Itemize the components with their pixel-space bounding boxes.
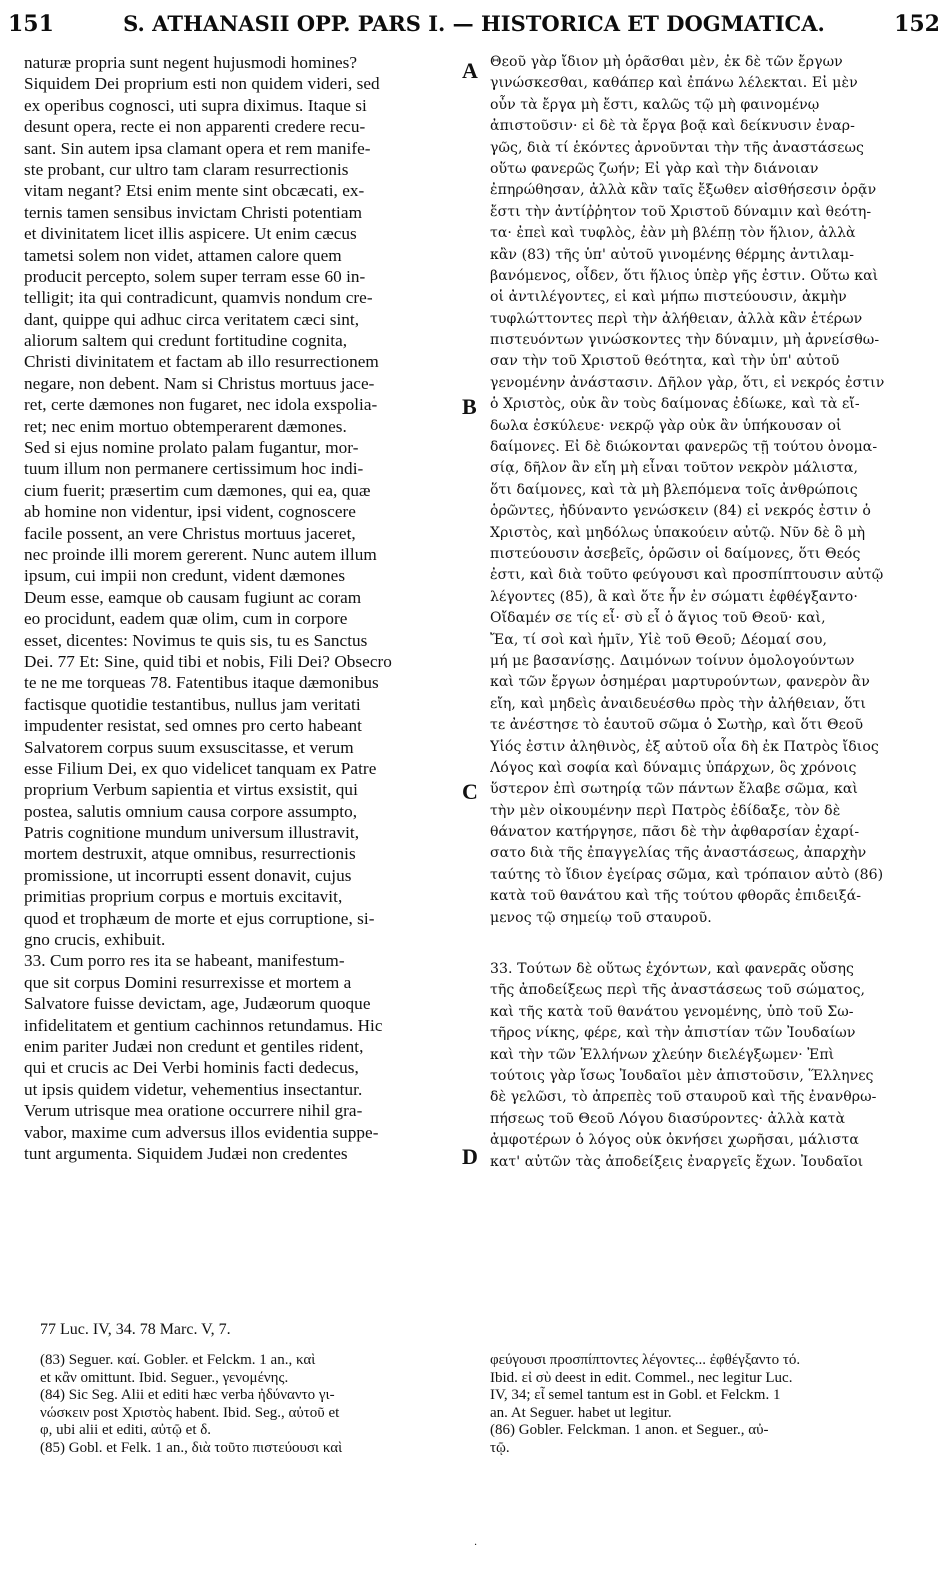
latin-line: infidelitatem et gentium cachinnos retundamus. Hic [24,1015,383,1035]
greek-line: οἱ ἀντιλέγοντες, εἰ καὶ μήπω πιστεύουσιν, ἀκμὴν [490,289,847,306]
page-number-right: 152 [894,11,940,37]
notes-left: νώσκειν post Χριστὸς habent. Ibid. Seg., αὐτοῦ et [40,1404,340,1421]
notes-left: φ, ubi alii et editi, αὐτῷ et δ. [40,1422,212,1439]
latin-line: ste probant, cur ultro tam claram resurrectionis [24,159,349,179]
page-number-left: 151 [8,11,54,37]
latin-line: Salvatorem corpus suum exsuscitasse, et verum [24,737,354,757]
greek-column [490,52,938,1173]
notes-right: τῷ. [490,1439,510,1456]
latin-line: facile possent, an vere Christus mortuus jaceret, [24,523,356,543]
latin-line: cium fuerit; præsertim cum dæmones, qui ea, quæ [24,480,371,500]
latin-line: primitias proprium corpus e mortuis excitavit, [24,887,343,907]
scripture-footnotes: 77 Luc. IV, 34. 78 Marc. V, 7. [40,1321,231,1338]
greek-line: οὖν τὰ ἔργα μὴ ἔστι, καλῶς τῷ μὴ φαινομένῳ [490,96,820,113]
greek-line: ἐπηρώθησαν, ἀλλὰ κἂν ταῖς ἔξωθεν αἰσθήσεσιν ὁρᾷν [490,182,877,199]
greek-line: ἐστι, καὶ διὰ τοῦτο φεύγουσι καὶ προσπίπτουσιν αὐτῷ [490,567,884,584]
greek-line: γινώσκεσθαι, καθάπερ καὶ ἐπάνω λέλεκται. Εἰ μὲν [490,75,858,92]
latin-line: ret, certe dæmones non fugaret, nec idola exspolia- [24,395,378,415]
greek-line: γενομένην ἀνάστασιν. Δῆλον γὰρ, ὅτι, εἰ νεκρός ἐστιν [490,374,885,391]
greek-line: καὶ τῆς κατὰ τοῦ θανάτου γενομένης, ὑπὸ τοῦ Σω- [490,1003,854,1020]
greek-line: κἂν (83) τῆς ὑπ' αὐτοῦ γινομένης θέρμης ἀντιλαμ- [490,246,855,263]
latin-line: producit percepto, solem super terram esse 60 in- [24,266,366,286]
latin-line: enim pariter Judæi non credunt et gentiles rident, [24,1036,364,1056]
margin-marker-b: B [462,394,477,419]
latin-line: que sit corpus Domini resurrexisse et mortem a [24,972,352,992]
latin-line: ex operibus cognosci, uti supra diximus. Itaque si [24,95,367,115]
margin-marker-a: A [462,58,478,83]
greek-line: ὕστερον ἐπὶ σωτηρίᾳ τῶν πάντων ἔλαβε σῶμα, καὶ [490,781,858,798]
greek-line: μή με βασανίσῃς. Δαιμόνων τοίνυν ὁμολογούντων [490,652,855,669]
greek-line: ὁ Χριστὸς, οὐκ ἂν τοὺς δαίμονας ἐδίωκε, καὶ τὰ εἴ- [490,396,860,413]
greek-line: τε ἀνέστησε τὸ ἑαυτοῦ σῶμα ὁ Σωτὴρ, καὶ ὅτι Θεοῦ [490,717,864,734]
greek-line: ταύτης τὸ ἴδιον ἐγείρας σῶμα, καὶ τρόπαιον αὐτὸ (86) [490,866,884,883]
greek-line: ἀμφοτέρων ὁ λόγος οὐκ ὀκνήσει χωρῆσαι, μάλιστα [490,1132,859,1149]
latin-line: esse Filium Dei, ex quo videlicet tanquam ex Patre [24,758,377,778]
greek-line: καὶ τῶν ἔργων ὁσημέραι μαρτυρούντων, φανερὸν ἂν [490,674,870,691]
margin-marker-c: C [462,779,478,804]
latin-line: Christi divinitatem et factam ab illo resurrectionem [24,352,379,372]
latin-line: vitam negant? Etsi enim mente sint obcæcati, ex- [24,181,365,201]
greek-line: γῶς, διὰ τί ἑκόντες ἀρνοῦνται τὴν τῆς ἀναστάσεως [490,139,864,156]
greek-line: τὴν μὲν οἰκουμένην περὶ Πατρὸς ἐδίδαξε, τὸν δὲ [490,802,841,819]
greek-line: ὁρῶντες, ἠδύναντο γενώσκειν (84) εἰ νεκρός ἐστιν ὁ [490,503,871,520]
latin-line: mortem destruxit, atque omnibus, resurrectionis [24,844,356,864]
notes-right: Ibid. εἰ σὺ deest in edit. Commel., nec legitur Luc. [490,1369,793,1386]
greek-line: ἀπιστοῦσιν· εἰ δὲ τὰ ἔργα βοᾷ καὶ δείκνυσιν ἐναρ- [490,118,855,135]
latin-line: impudenter resistat, sed omnes pro certo habeant [24,716,362,736]
latin-line: Siquidem Dei proprium esti non quidem videri, sed [24,74,380,94]
latin-line: naturæ propria sunt negent hujusmodi homines? [24,53,358,72]
paragraph-gap [490,929,938,959]
greek-line: τῆρος νίκης, φέρε, καὶ τὴν ἀπιστίαν τῶν Ἰουδαίων [490,1025,856,1042]
notes-right: (86) Gobler. Felckman. 1 anon. et Seguer., αὐ- [490,1422,769,1439]
latin-line: sant. Sin autem ipsa clamant opera et rem manife- [24,138,371,158]
greek-line: τα· ἐπεὶ καὶ τυφλὸς, ἐὰν μὴ βλέπῃ τὸν ἥλιον, ἀλλὰ [490,225,856,242]
greek-line: Ἔα, τί σοὶ καὶ ἡμῖν, Υἱὲ τοῦ Θεοῦ; Δέομαί σου, [490,631,828,648]
latin-line: aliorum saltem qui credunt fortitudine cognita, [24,331,348,351]
greek-line: καὶ τὴν τῶν Ἑλλήνων χλεύην διελέγξωμεν· Ἐπὶ [490,1046,835,1063]
critical-notes-right [490,1352,938,1458]
greek-line: θάνατον κατήργησε, πᾶσι δὲ τὴν ἀφθαρσίαν ἐχαρί- [490,824,860,841]
notes-right: φεύγουσι προσπίπτοντες λέγοντες... ἐφθέγξαντο τό. [490,1352,801,1368]
latin-line: 33. Cum porro res ita se habeant, manifestum- [24,951,345,971]
latin-line: nec proinde illi morem gererent. Nunc autem illum [24,544,377,564]
greek-line: τούτοις γὰρ ἴσως Ἰουδαῖοι μὲν ἀπιστοῦσιν, Ἕλληνες [490,1067,874,1084]
latin-line: postea, salutis omnium causa corpore assumpto, [24,801,358,821]
page-mark: · [474,1540,478,1551]
latin-line: Verum utrisque mea oratione occurrere nihil gra- [24,1101,363,1121]
greek-line: δαίμονες. Εἰ δὲ διώκονται φανερῶς τῇ τούτου ὀνομα- [490,439,878,456]
latin-line: qui et crucis ac Dei Verbi hominis facti dedecus, [24,1058,359,1078]
latin-line: tuum illum non permanere certissimum hoc indi- [24,459,364,479]
latin-line: Deum esse, eamque ob causam fugiunt ac coram [24,587,362,607]
greek-line: Λόγος καὶ σοφία καὶ δύναμις ὑπάρχων, ὃς χρόνοις [490,759,857,776]
notes-left: (85) Gobl. et Felk. 1 an., διὰ τοῦτο πιστεύουσι καὶ [40,1439,343,1456]
latin-line: ternis tamen sensibus invictam Christi potentiam [24,202,362,222]
notes-left: (83) Seguer. καί. Gobler. et Felckm. 1 an., καὶ [40,1352,316,1368]
latin-line: tametsi solem non videt, attamen calore quem [24,245,342,265]
latin-line: tunt argumenta. Siquidem Judæi non credentes [24,1143,348,1163]
notes-right: IV, 34; εἶ semel tantum est in Gobl. et Felckm. 1 [490,1387,781,1404]
running-title: S. ATHANASII OPP. PARS I. — HISTORICA ET DOGMATICA. [123,11,825,36]
latin-line: Patris cognitione mundum universum illustravit, [24,823,360,843]
notes-right: an. At Seguer. habet ut legitur. [490,1404,672,1421]
latin-line: desunt opera, recte ei non apparenti credere recu- [24,117,366,137]
greek-line: 33. Τούτων δὲ οὕτως ἐχόντων, καὶ φανερᾶς οὔσης [490,961,854,978]
latin-line: proprium Verbum sapientia et virtus exsistit, qui [24,780,358,800]
latin-line: ab homine non videntur, ipsi vident, cognoscere [24,502,356,522]
latin-line: ret; nec enim mortuo obtemperarent dæmones. [24,416,347,436]
latin-line: esset, dicentes: Novimus te quis sis, tu es Sanctus [24,630,368,650]
latin-line: gno crucis, exhibuit. [24,930,166,950]
latin-line: et divinitatem licet illis aspicere. Ut enim cæcus [24,224,357,244]
latin-line: Salvatore fuisse devictam, age, Judæorum quoque [24,994,371,1014]
greek-line: πιστεύουσιν ἀσεβεῖς, ὁρῶσιν οἱ δαίμονες, ὅτι Θεός [490,545,861,562]
margin-marker-d: D [462,1144,478,1169]
latin-line: dant, quippe qui adhuc circa veritatem cæci sint, [24,309,360,329]
greek-line: ἔστι τὴν ἀντίῤῥητον τοῦ Χριστοῦ δύναμιν καὶ θεότη- [490,203,872,220]
greek-line: Οἴδαμέν σε τίς εἶ· σὺ εἶ ὁ ἅγιος τοῦ Θεοῦ· καὶ, [490,610,826,627]
page-header [0,6,948,42]
greek-line: λέγοντες (85), ἃ καὶ ὅτε ἦν ἐν σώματι ἐφθέγξαντο· [490,588,858,605]
latin-column [24,52,456,1164]
greek-line: δωλα ἐσκύλευε· νεκρῷ γὰρ οὐκ ἂν ὑπήκουσαν οἱ [490,417,842,434]
latin-line: vabor, maxime cum adversus illos evidentia suppe- [24,1122,379,1142]
greek-line: Υἱός ἐστιν ἀληθινὸς, ἐξ αὐτοῦ οἷα δὴ ἐκ Πατρὸς ἴδιος [490,738,879,755]
notes-left: (84) Sic Seg. Alii et editi hæc verba ἠδύναντο γι- [40,1387,335,1404]
greek-line: κατ' αὐτῶν τὰς ἀποδείξεις ἐναργεῖς ἔχων. Ἰουδαῖοι [490,1153,864,1170]
latin-line: quod et trophæum de morte et ejus corruptione, si- [24,908,375,928]
critical-notes-left [40,1352,460,1458]
latin-line: negare, non debent. Nam si Christus mortuus jace- [24,373,375,393]
greek-line: σίᾳ, δῆλον ἂν εἴη μὴ εἶναι τοῦτον νεκρὸν μάλιστα, [490,460,859,477]
greek-line: κατὰ τοῦ θανάτου καὶ τῆς τούτου φθορᾶς ἐπιδειξά- [490,888,862,905]
greek-line: εἴη, καὶ μηδεὶς ἀναιδευέσθω πρὸς τὴν ἀλήθειαν, ὅτι [490,695,866,712]
latin-line: Sed si ejus nomine prolato palam fugantur, mor- [24,438,359,458]
greek-line: Χριστὸς, καὶ μηδόλως ὑπακούειν αὐτῷ. Νῦν δὲ ὃ μὴ [490,524,866,541]
greek-line: πιστευόντων γινώσκοντες τὴν δύναμιν, μὴ ἀρνείσθω- [490,332,880,349]
greek-line: σαν τὴν τοῦ Χριστοῦ θεότητα, καὶ τὴν ὑπ' αὐτοῦ [490,353,840,370]
latin-line: eo procidunt, eadem quæ olim, cum in corpore [24,609,348,629]
latin-line: te ne me torqueas 78. Fatentibus itaque dæmonibus [24,673,379,693]
greek-line: βανόμενος, οἶδεν, ὅτι ἥλιος ὑπὲρ γῆς ἐστιν. Οὕτω καὶ [490,267,879,284]
greek-line: ὅτι δαίμονες, καὶ τὰ μὴ βλεπόμενα τοῖς ἀνθρώποις [490,481,858,498]
greek-line: πήσεως τοῦ Θεοῦ Λόγου διασύροντες· ἀλλὰ κατὰ [490,1110,846,1127]
greek-line: τῆς ἀποδείξεως περὶ τῆς ἀναστάσεως τοῦ σώματος, [490,982,866,999]
latin-line: promissione, ut incorrupti essent donavit, cujus [24,865,352,885]
greek-line: τυφλώττοντες περὶ τὴν ἀλήθειαν, ἀλλὰ κἂν ἑτέρων [490,310,863,327]
notes-left: et κἂν omittunt. Ibid. Seguer., γενομένης. [40,1369,289,1386]
latin-line: telligit; ita qui contradicunt, quamvis nondum cre- [24,288,373,308]
greek-line: Θεοῦ γὰρ ἴδιον μὴ ὁρᾶσθαι μὲν, ἐκ δὲ τῶν ἔργων [490,54,843,70]
greek-line: μενος τῷ σημείῳ τοῦ σταυροῦ. [490,909,712,926]
latin-line: factisque quotidie testantibus, nullus jam veritati [24,694,361,714]
greek-line: οὕτω φανερῶς ζωήν; Εἰ γὰρ καὶ τὴν διάνοιαν [490,160,819,177]
latin-line: ut ipsis quidem videtur, vehementius insectantur. [24,1079,363,1099]
latin-line: ipsum, cui impii non credunt, vident dæmones [24,566,346,586]
greek-line: σατο διὰ τῆς ἐπαγγελίας τῆς ἀναστάσεως, ἀπαρχὴν [490,845,867,862]
latin-line: Dei. 77 Et: Sine, quid tibi et nobis, Fili Dei? Obsecro [24,651,392,671]
greek-line: δὲ γελῶσι, τὸ ἀπρεπὲς τοῦ σταυροῦ καὶ τῆς ἐνανθρω- [490,1089,877,1106]
